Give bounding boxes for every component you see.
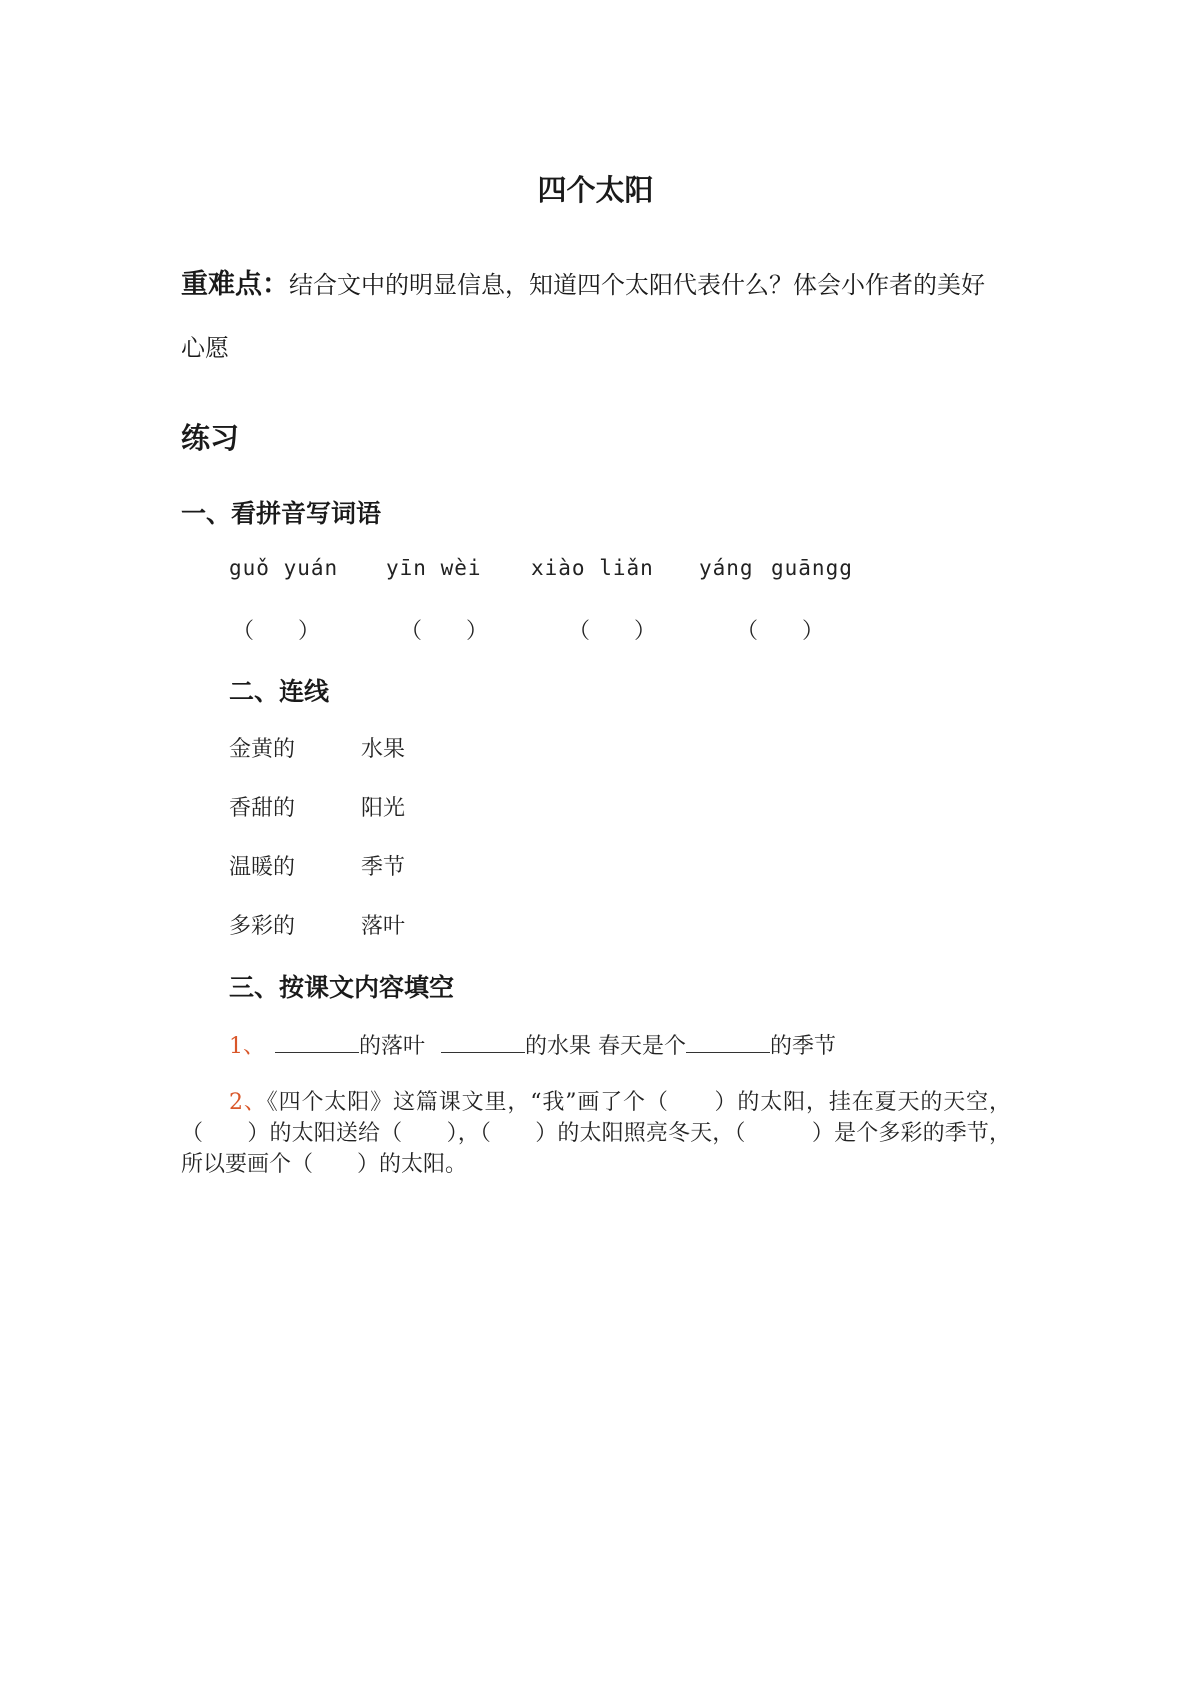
match-left-3[interactable]: 温暖的 <box>229 855 296 880</box>
match-right-3[interactable]: 季节 <box>361 855 406 880</box>
question-number-1: 1、 <box>229 1034 265 1059</box>
question-number-2: 2、 <box>229 1090 267 1115</box>
pinyin-xiao-lian: xiào liǎn <box>531 556 654 580</box>
match-left-1[interactable]: 金黄的 <box>229 737 296 762</box>
key-points-line2: 心愿 <box>181 334 229 362</box>
q1-text-2: 的水果 春天是个 <box>525 1034 687 1059</box>
pinyin-guang: guāngg <box>771 556 853 580</box>
practice-heading: 练习 <box>181 421 240 455</box>
answer-blank-1[interactable]: （ ） <box>232 619 321 644</box>
q1-text-3: 的季节 <box>770 1034 837 1059</box>
fill-question-1 <box>229 1029 836 1060</box>
match-left-2[interactable]: 香甜的 <box>229 796 296 821</box>
pinyin-yin-wei: yīn wèi <box>386 556 482 580</box>
key-points-label: 重难点： <box>181 269 289 300</box>
key-points-line1 <box>181 262 985 301</box>
section3-heading: 三、按课文内容填空 <box>229 973 455 1002</box>
match-left-4[interactable]: 多彩的 <box>229 914 296 939</box>
page-title: 四个太阳 <box>537 173 654 207</box>
fill-question-2 <box>181 1087 1011 1180</box>
answer-blank-2[interactable]: （ ） <box>400 619 489 644</box>
q2-text: 《四个太阳》这篇课文里，“我”画了个（ ）的太阳，挂在夏天的天空，（ ）的太阳送给（ ），（ ）的太阳照亮冬天，（ ）是个多彩的季节，所以要画个（ ）的太阳。 <box>181 1090 1012 1177</box>
answer-blank-3[interactable]: （ ） <box>568 619 657 644</box>
section2-heading: 二、连线 <box>229 677 330 706</box>
fill-blank-3[interactable] <box>686 1034 770 1053</box>
pinyin-guo-yuan: guǒ yuán <box>229 556 339 580</box>
pinyin-yang: yáng <box>699 556 754 580</box>
match-right-1[interactable]: 水果 <box>361 737 406 762</box>
fill-blank-2[interactable] <box>441 1034 525 1053</box>
section1-heading: 一、看拼音写词语 <box>181 499 382 528</box>
answer-blank-4[interactable]: （ ） <box>736 619 825 644</box>
match-right-4[interactable]: 落叶 <box>361 914 406 939</box>
q1-text-1: 的落叶 <box>359 1034 426 1059</box>
match-right-2[interactable]: 阳光 <box>361 796 406 821</box>
fill-blank-1[interactable] <box>275 1034 359 1053</box>
key-points-text: 结合文中的明显信息，知道四个太阳代表什么？体会小作者的美好 <box>289 271 985 299</box>
